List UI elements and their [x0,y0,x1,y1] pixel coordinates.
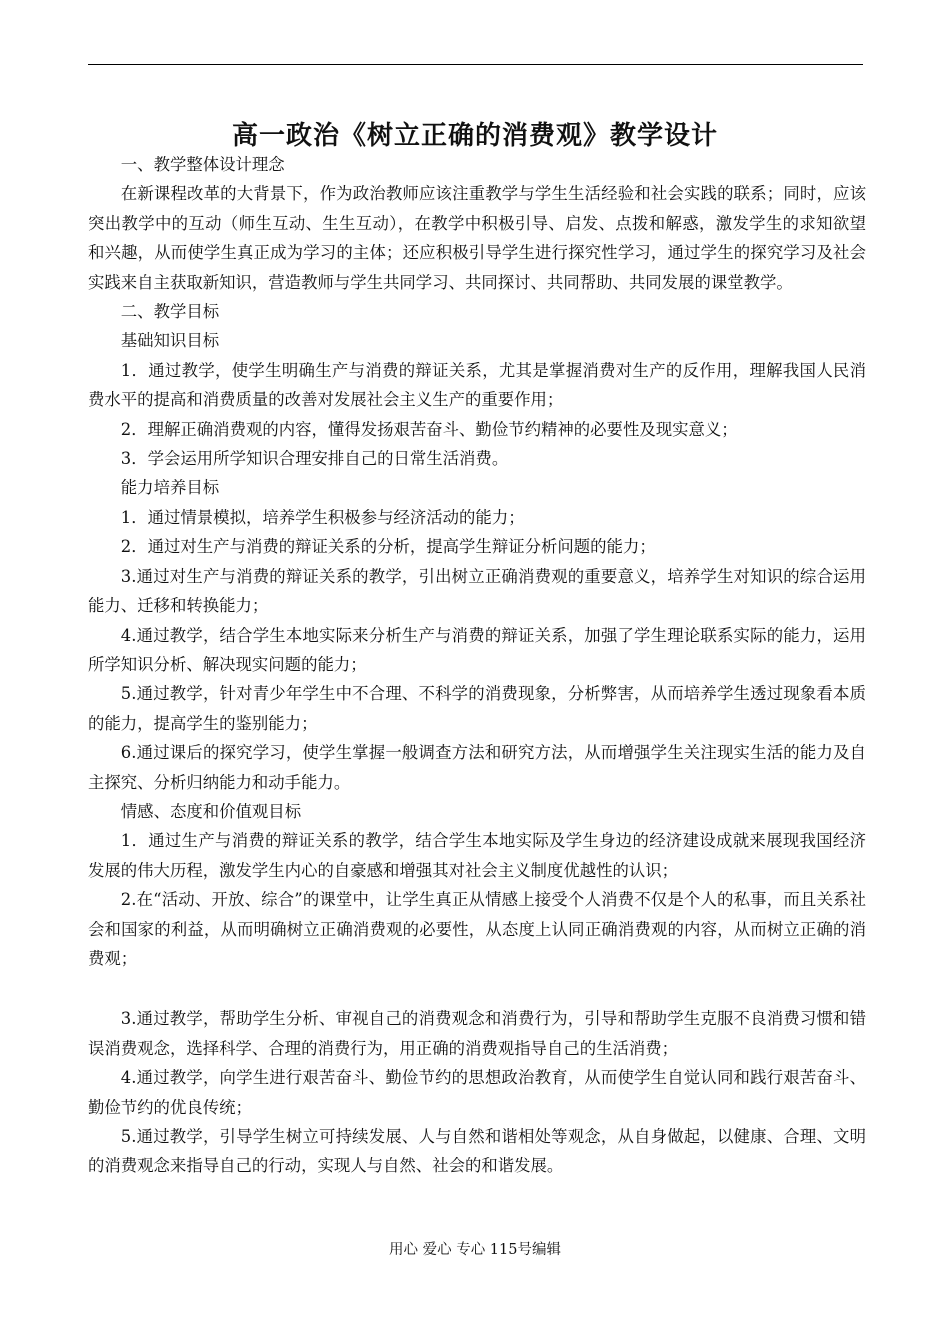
section-heading: 一、教学整体设计理念 [120,155,285,174]
body-paragraph: 在新课程改革的大背景下，作为政治教师应该注重教学与学生生活经验和社会实践的联系；同时，应该突出教学中的互动（师生互动、生生互动），在教学中积极引导、启发、点拨和解惑，激发学生的求知欲望和兴趣，从而使学生真正成为学习的主体；还应积极引导学生进行探究性学习，通过学生的探究学习及社会实践来自主获取新知识，营造教师与学生共同学习、共同探讨、共同帮助、共同发展的课堂教学。 [88,184,866,292]
section-heading: 二、教学目标 [120,302,220,322]
list-item: 5.通过教学，引导学生树立可持续发展、人与自然和谐相处等观念，从自身做起，以健康、合理、文明的消费观念来指导自己的行动，实现人与自然、社会的和谐发展。 [88,1127,866,1176]
list-item: 4.通过教学，向学生进行艰苦奋斗、勤俭节约的思想政治教育，从而使学生自觉认同和践行艰苦奋斗、勤俭节约的优良传统； [88,1068,866,1117]
list-item: 1．通过教学，使学生明确生产与消费的辩证关系，尤其是掌握消费对生产的反作用，理解我国人民消费水平的提高和消费质量的改善对发展社会主义生产的重要作用； [88,360,866,410]
subsection-heading: 能力培养目标 [120,478,220,498]
subsection-heading: 情感、态度和价值观目标 [120,801,302,821]
list-item: 2．通过对生产与消费的辩证关系的分析，提高学生辩证分析问题的能力； [120,537,656,557]
list-item: 3.通过对生产与消费的辩证关系的教学，引出树立正确消费观的重要意义，培养学生对知识的综合运用能力、迁移和转换能力； [88,566,866,616]
list-item: 5.通过教学，针对青少年学生中不合理、不科学的消费现象，分析弊害，从而培养学生透过现象看本质的能力，提高学生的鉴别能力； [88,684,866,733]
list-item: 1．通过生产与消费的辩证关系的教学，结合学生本地实际及学生身边的经济建设成就来展现我国经济发展的伟大历程，激发学生内心的自豪感和增强其对社会主义制度优越性的认识； [88,831,866,880]
subsection-heading: 基础知识目标 [120,331,220,351]
list-item: 2.在“活动、开放、综合”的课堂中，让学生真正从情感上接受个人消费不仅是个人的私事，而且关系社会和国家的利益，从而明确树立正确消费观的必要性，从态度上认同正确消费观的内容，从而树立正确的消费观； [88,890,866,968]
document-body [88,150,866,1181]
blank-line [88,973,866,1004]
header-rule [88,64,863,65]
document-title: 高一政治《树立正确的消费观》教学设计 [231,121,718,151]
list-item: 3.通过教学，帮助学生分析、审视自己的消费观念和消费行为，引导和帮助学生克服不良消费习惯和错误消费观念，选择科学、合理的消费行为，用正确的消费观指导自己的生活消费； [88,1009,866,1058]
list-item: 1．通过情景模拟，培养学生积极参与经济活动的能力； [120,507,525,527]
list-item: 6.通过课后的探究学习，使学生掌握一般调查方法和研究方法，从而增强学生关注现实生活的能力及自主探究、分析归纳能力和动手能力。 [88,743,866,792]
list-item: 3．学会运用所学知识合理安排自己的日常生活消费。 [120,449,509,469]
page-footer: 用心 爱心 专心 115号编辑 [388,1242,561,1258]
list-item: 2．理解正确消费观的内容，懂得发扬艰苦奋斗、勤俭节约精神的必要性及现实意义； [120,419,738,439]
list-item: 4.通过教学，结合学生本地实际来分析生产与消费的辩证关系，加强了学生理论联系实际的能力，运用所学知识分析、解决现实问题的能力； [88,625,866,674]
